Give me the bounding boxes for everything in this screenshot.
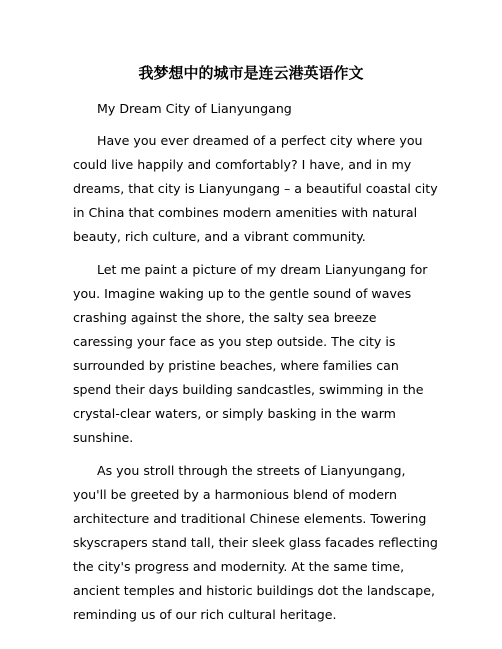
- essay-subtitle: My Dream City of Lianyungang: [97, 101, 292, 116]
- document-body: [73, 97, 438, 636]
- paragraph-3: As you stroll through the streets of Lianyungang, you'll be greeted by a harmonious blend of modern architecture and traditional Chinese elements. Towering skyscrapers stand tall, their sleek glass facades reflecting the city's progress and modernity. At the same time, ancient temples and historic buildings dot the landscape, reminding us of our rich cultural heritage.: [73, 463, 438, 622]
- paragraph-2: Let me paint a picture of my dream Lianyungang for you. Imagine waking up to the gentle sound of waves crashing against the shore, the salty sea breeze caressing your face as you step outside. The city is surrounded by pristine beaches, where families can spend their days building sandcastles, swimming in the crystal-clear waters, or simply basking in the warm sunshine.: [73, 262, 428, 445]
- document-title: 我梦想中的城市是连云港英语作文: [138, 64, 364, 82]
- paragraph-1: Have you ever dreamed of a perfect city where you could live happily and comfortably? I have, and in my dreams, that city is Lianyungang – a beautiful coastal city in China that combines modern amenities with natural beauty, rich culture, and a vibrant community.: [73, 133, 438, 244]
